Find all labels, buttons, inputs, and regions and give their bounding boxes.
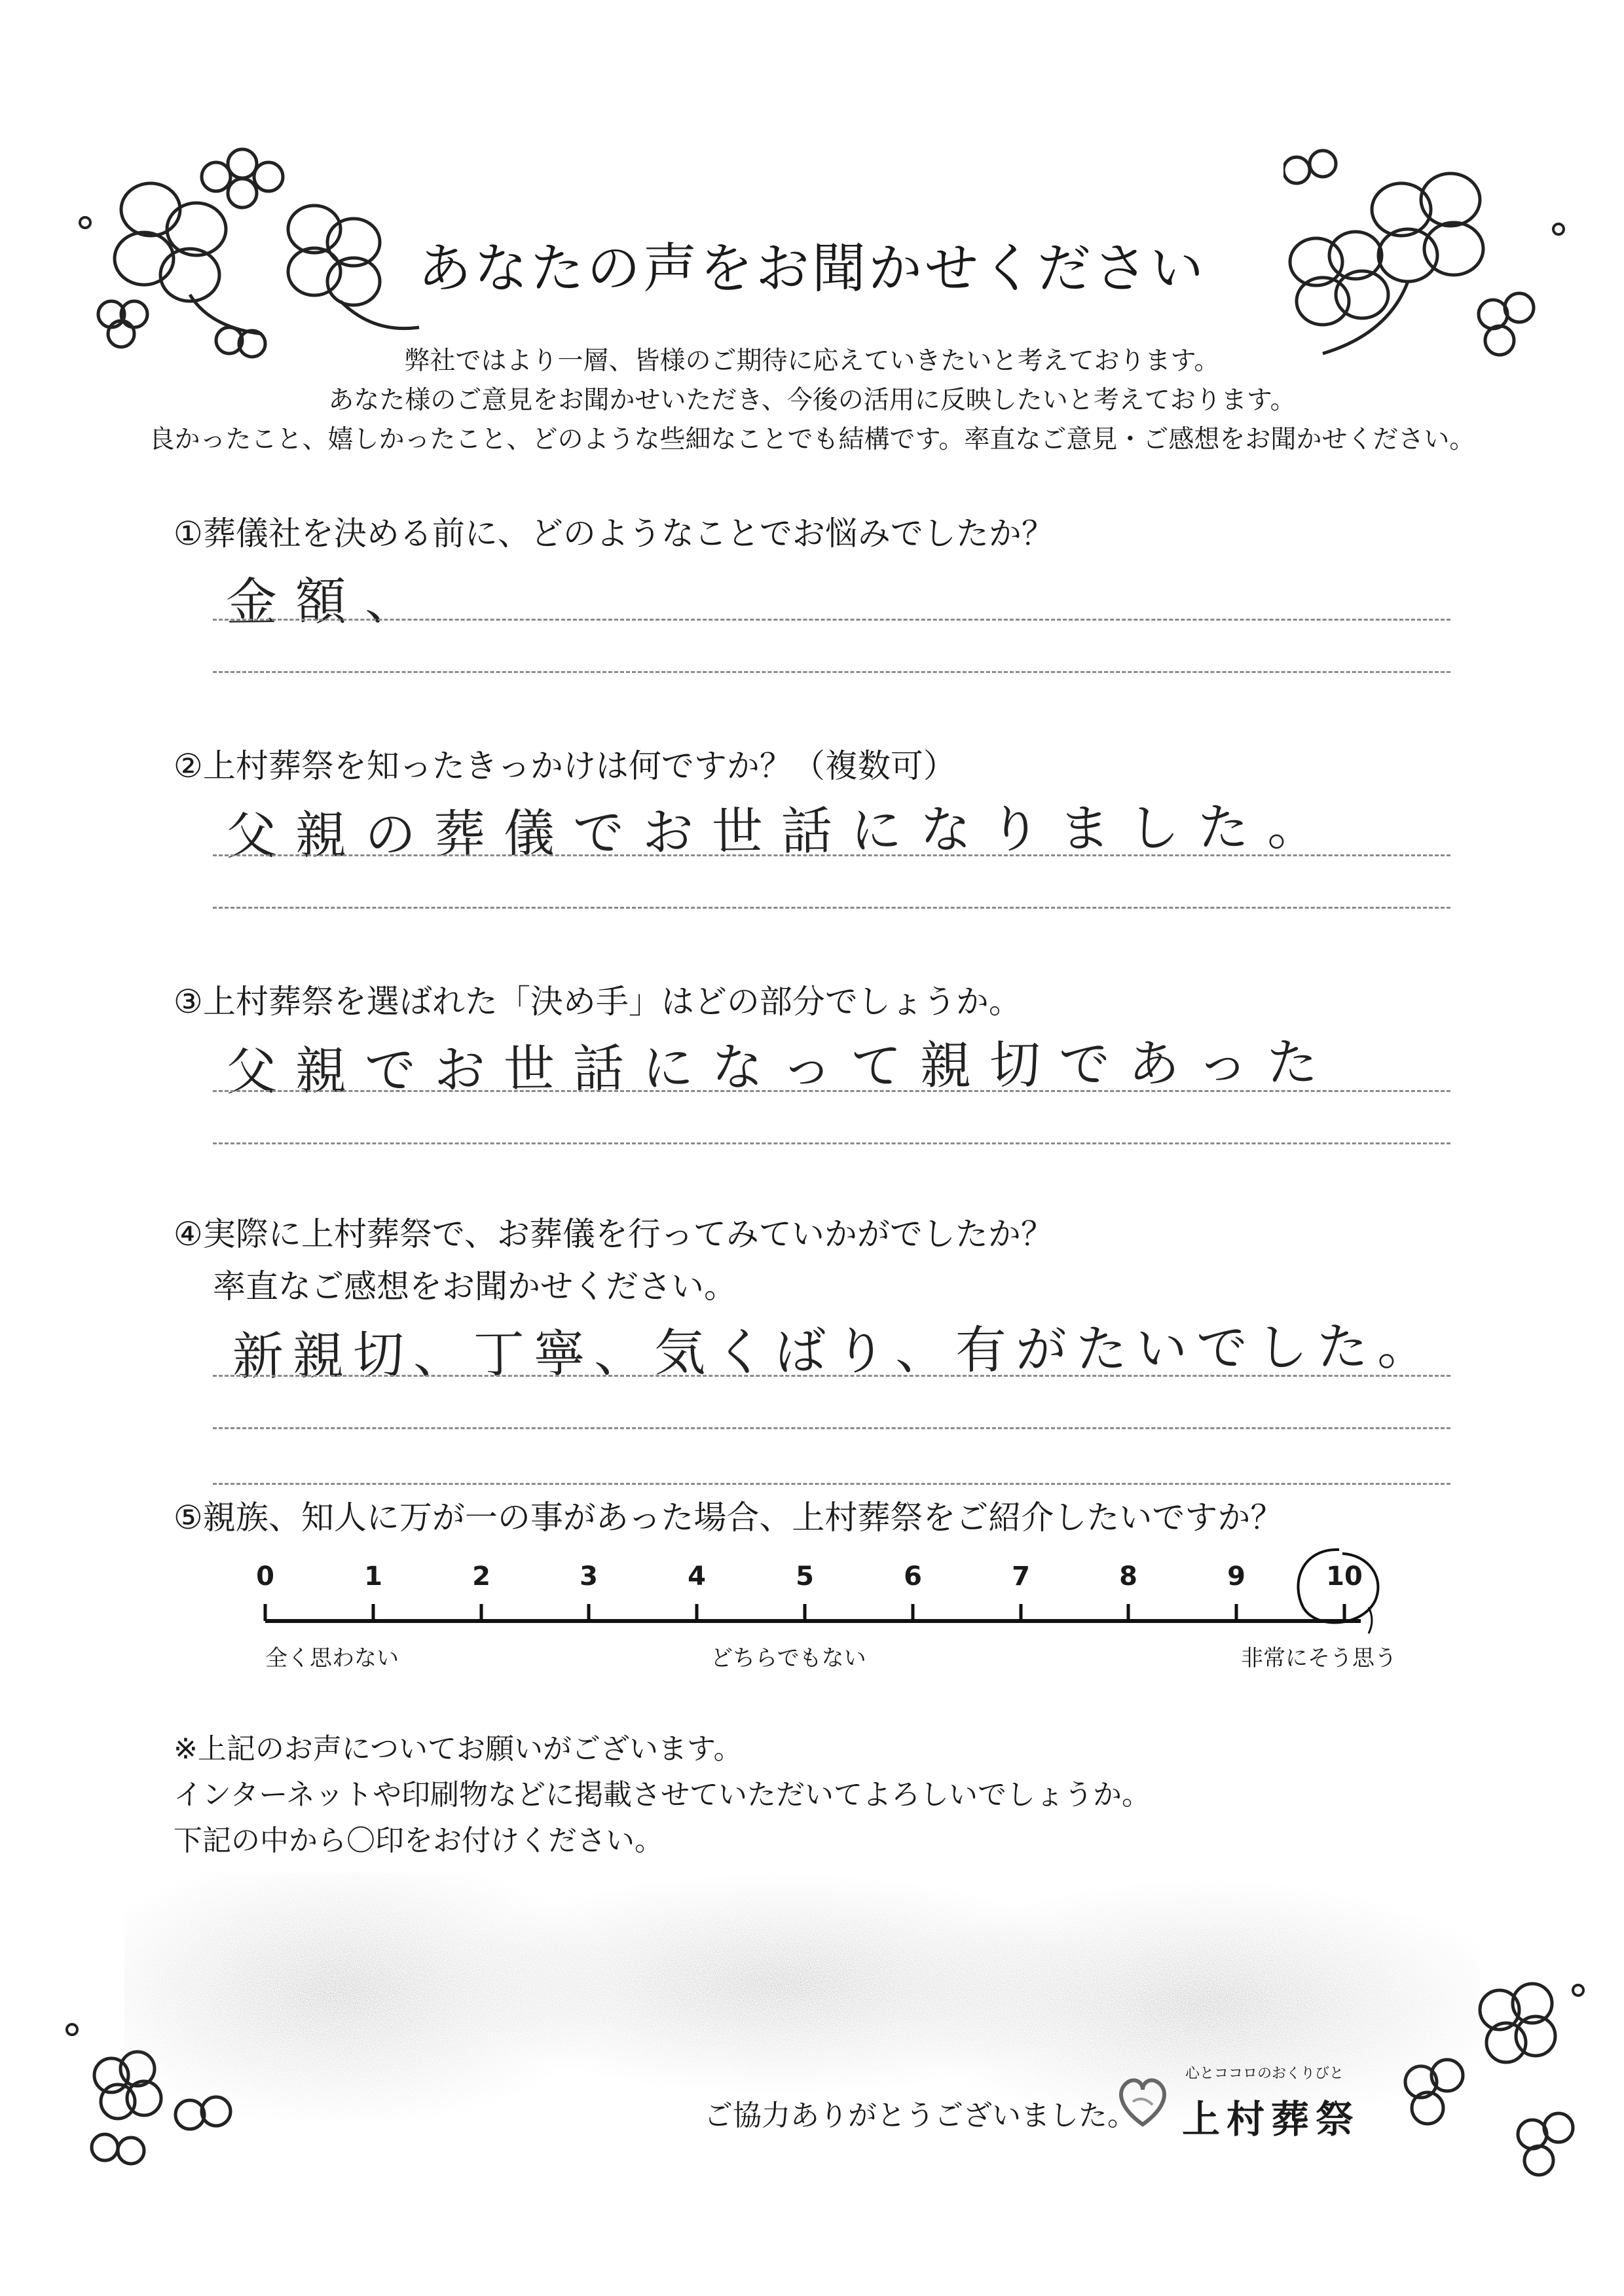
answer-line — [213, 671, 1450, 673]
scale-tick-label: 6 — [904, 1561, 922, 1592]
question-2: ②上村葬祭を知ったきっかけは何ですか？（複数可） — [174, 747, 956, 785]
intro-line: 弊社ではより一層、皆様のご期待に応えていきたいと考えております。 — [404, 346, 1220, 376]
answer-3: 父親でお世話になって親切であった — [225, 1033, 1337, 1102]
selected-score-circle — [1277, 1542, 1395, 1640]
answer-line — [213, 1483, 1450, 1485]
scale-label-high: 非常にそう思う — [1241, 1645, 1397, 1671]
answer-4: 新親切、丁寧、気くばり、有がたいでした。 — [232, 1317, 1438, 1387]
scale-tick-label: 1 — [364, 1561, 382, 1592]
scale-tick-label: 4 — [688, 1561, 706, 1592]
answer-2: 父親の葬儀でお世話になりました。 — [225, 797, 1337, 866]
answer-line — [213, 1090, 1450, 1092]
intro-line: 良かったこと、嬉しかったこと、どのような些細なことでも結構です。率直なご意見・ご感想をお聞かせください。 — [149, 425, 1475, 454]
page-title: あなたの声をお聞かせください — [417, 238, 1206, 300]
scale-tick-label: 10 — [1326, 1561, 1363, 1592]
notice-line: 下記の中から〇印をお付けください。 — [174, 1824, 663, 1857]
answer-line — [213, 854, 1450, 856]
answer-line — [213, 1142, 1450, 1144]
question-5: ⑤親族、知人に万が一の事があった場合、上村葬祭をご紹介したいですか？ — [174, 1499, 1283, 1537]
logo-name: 上村葬祭 — [1182, 2097, 1361, 2141]
heart-logo-icon — [1113, 2069, 1172, 2134]
scale-tick-label: 5 — [796, 1561, 814, 1592]
answer-line — [213, 619, 1450, 621]
question-3: ③上村葬祭を選ばれた「決め手」はどの部分でしょうか。 — [174, 983, 1022, 1021]
answer-line — [213, 1375, 1450, 1377]
question-4: ④実際に上村葬祭で、お葬儀を行ってみていかがでしたか？ — [174, 1215, 1054, 1253]
scale-tick-label: 2 — [472, 1561, 490, 1592]
scale-label-low: 全く思わない — [265, 1645, 399, 1671]
scale-tick-label: 7 — [1012, 1561, 1030, 1592]
answer-1: 金額、 — [225, 572, 435, 632]
answer-line — [213, 1427, 1450, 1429]
scale-label-mid: どちらでもない — [710, 1645, 866, 1671]
question-1: ①葬儀社を決める前に、どのようなことでお悩みでしたか？ — [174, 515, 1054, 553]
notice-line: ※上記のお声についてお願いがございます。 — [174, 1732, 743, 1766]
scale-axis — [249, 1591, 1375, 1643]
logo-tagline: 心とココロのおくりびと — [1185, 2066, 1344, 2082]
scale-tick-label: 8 — [1119, 1561, 1137, 1592]
scale-tick-label: 9 — [1227, 1561, 1246, 1592]
notice-line: インターネットや印刷物などに掲載させていただいてよろしいでしょうか。 — [174, 1778, 1151, 1812]
question-4-line-2: 率直なご感想をお聞かせください。 — [213, 1267, 737, 1305]
intro-line: あなた様のご意見をお聞かせいただき、今後の活用に反映したいと考えております。 — [328, 386, 1296, 415]
scale-tick-label: 3 — [580, 1561, 598, 1592]
answer-line — [213, 907, 1450, 909]
scale-tick-label: 0 — [256, 1561, 274, 1592]
thanks-message: ご協力ありがとうございました。 — [704, 2099, 1136, 2132]
company-logo — [1113, 2056, 1375, 2147]
